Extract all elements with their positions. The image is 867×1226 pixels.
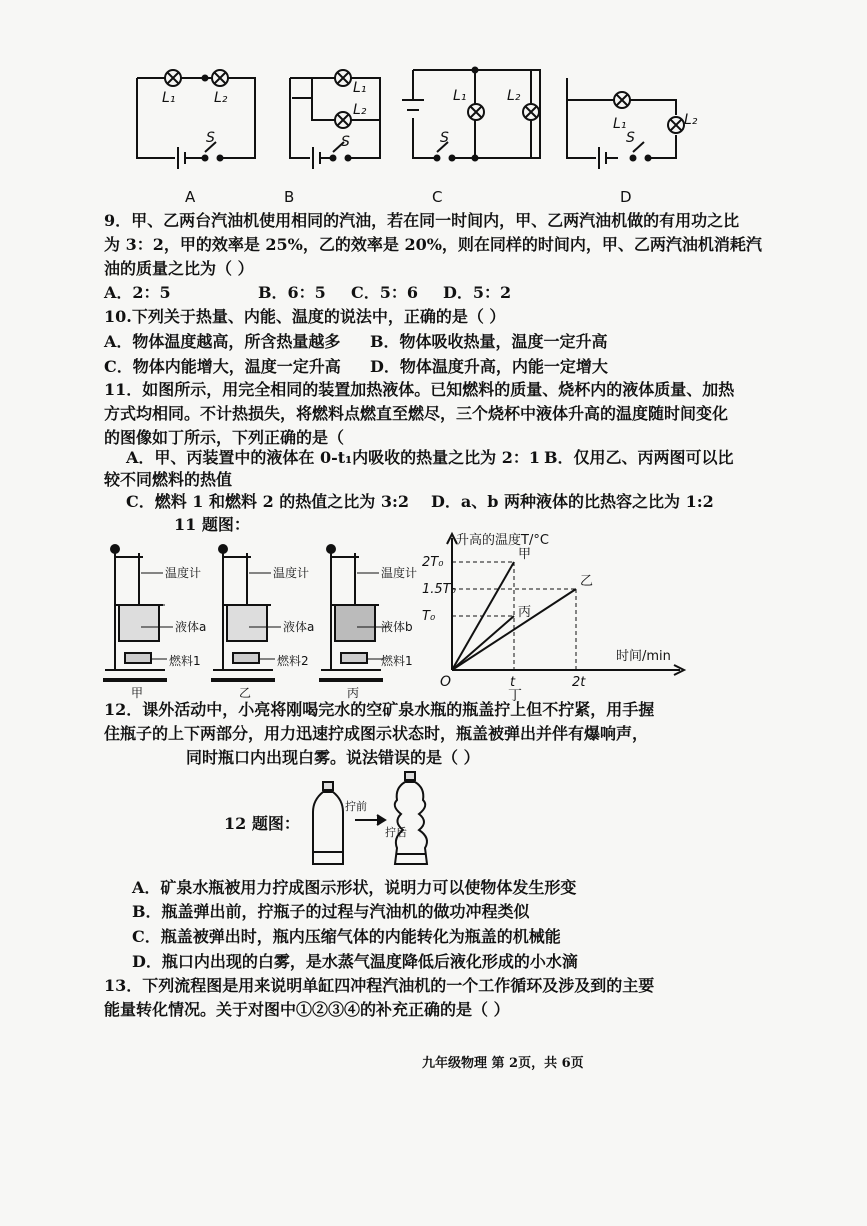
bottle-after-label: 拧后 bbox=[385, 826, 407, 839]
circuit-d-switch: S bbox=[626, 130, 635, 146]
apparatus-bing-thermo: 温度计 bbox=[381, 566, 418, 580]
q12-bottle-figure bbox=[305, 770, 445, 870]
apparatus-jia-fuel: 燃料1 bbox=[169, 654, 201, 668]
series-line-1 bbox=[452, 589, 576, 670]
q12-line2: 住瓶子的上下两部分，用力迅速拧成图示状态时，瓶盖被弹出并伴有爆响声， bbox=[104, 724, 649, 743]
q11-option-a: A．甲、丙装置中的液体在 0-t₁内吸收的热量之比为 2：1 bbox=[126, 448, 540, 467]
q12-option-d: D．瓶口内出现的白雾，是水蒸气温度降低后液化形成的小水滴 bbox=[132, 952, 578, 971]
circuit-c-l2: L₂ bbox=[507, 88, 521, 104]
apparatus-jia bbox=[103, 545, 167, 680]
circuit-option-c: C bbox=[432, 188, 443, 206]
circuit-option-d: D bbox=[620, 188, 632, 206]
apparatus-yi-liquid: 液体a bbox=[283, 620, 315, 634]
q11-graph bbox=[420, 530, 710, 705]
apparatus-bing bbox=[319, 545, 383, 680]
q11-option-c: C．燃料 1 和燃料 2 的热值之比为 3:2 bbox=[126, 492, 410, 511]
apparatus-bing-name: 丙 bbox=[347, 686, 360, 700]
y-tick-label-0: 2T₀ bbox=[422, 555, 444, 570]
circuit-a-switch: S bbox=[206, 130, 215, 146]
q10-option-a: A．物体温度越高，所含热量越多 bbox=[104, 332, 341, 351]
circuit-option-b: B bbox=[284, 188, 295, 206]
x-tick-label-0: t bbox=[510, 675, 516, 690]
apparatus-yi-fuel: 燃料2 bbox=[277, 654, 309, 668]
q9-option-b: B．6：5 bbox=[258, 283, 326, 302]
q12-line3: 同时瓶口内出现白雾。说法错误的是（ ） bbox=[186, 748, 480, 767]
y-tick-label-1: 1.5T₀ bbox=[422, 582, 456, 597]
apparatus-bing-liquid: 液体b bbox=[381, 620, 413, 634]
q10-option-d: D．物体温度升高，内能一定增大 bbox=[370, 357, 608, 376]
q11-graph-svg bbox=[420, 530, 710, 705]
apparatus-yi bbox=[211, 545, 275, 680]
q9-line3: 油的质量之比为（ ） bbox=[104, 259, 254, 278]
q12-fig-caption: 12 题图： bbox=[224, 814, 300, 833]
apparatus-yi-thermo: 温度计 bbox=[273, 566, 310, 580]
series-line-2 bbox=[452, 616, 514, 670]
circuit-c bbox=[402, 68, 540, 161]
q11-option-d: D．a、b 两种液体的比热容之比为 1:2 bbox=[431, 492, 714, 511]
circuit-diagrams-svg bbox=[0, 0, 867, 210]
q9-line1: 9．甲、乙两台汽油机使用相同的汽油，若在同一时间内，甲、乙两汽油机做的有用功之比 bbox=[104, 211, 740, 230]
series-label-0: 甲 bbox=[518, 547, 532, 562]
q11-option-b-cont: 较不同燃料的热值 bbox=[104, 470, 233, 489]
x-axis-label: 时间/min bbox=[616, 649, 671, 664]
q12-line1: 12．课外活动中，小亮将刚喝完水的空矿泉水瓶的瓶盖拧上但不拧紧，用手握 bbox=[104, 700, 655, 719]
apparatus-yi-name: 乙 bbox=[239, 686, 252, 700]
circuit-b-switch: S bbox=[341, 134, 350, 150]
circuit-a bbox=[137, 70, 255, 169]
q11-line3: 的图像如丁所示，下列正确的是（ bbox=[104, 428, 345, 447]
circuit-figures bbox=[0, 0, 867, 210]
y-tick-label-2: T₀ bbox=[422, 609, 436, 624]
series-label-1: 乙 bbox=[580, 574, 594, 589]
q9-option-d: D．5：2 bbox=[443, 283, 512, 302]
bottle-after bbox=[395, 772, 427, 864]
q12-option-b: B．瓶盖弹出前，拧瓶子的过程与汽油机的做功冲程类似 bbox=[132, 902, 530, 921]
circuit-b bbox=[290, 70, 380, 169]
circuit-a-l1: L₁ bbox=[162, 90, 176, 106]
apparatus-jia-thermo: 温度计 bbox=[165, 566, 202, 580]
q11-option-b: B．仅用乙、丙两图可以比 bbox=[544, 448, 734, 467]
q13-line2: 能量转化情况。关于对图中①②③④的补充正确的是（ ） bbox=[104, 1000, 510, 1019]
q9-line2: 为 3：2，甲的效率是 25%，乙的效率是 20%，则在同样的时间内，甲、乙两汽油机消耗汽 bbox=[104, 235, 762, 254]
q9-option-c: C．5：6 bbox=[351, 283, 419, 302]
circuit-b-l2: L₂ bbox=[353, 102, 367, 118]
apparatus-jia-name: 甲 bbox=[131, 686, 144, 700]
q13-line1: 13．下列流程图是用来说明单缸四冲程汽油机的一个工作循环及涉及到的主要 bbox=[104, 976, 655, 995]
series-label-2: 丙 bbox=[518, 605, 532, 620]
q12-option-a: A．矿泉水瓶被用力拧成图示形状，说明力可以使物体发生形变 bbox=[132, 878, 577, 897]
q11-apparatus-svg bbox=[95, 535, 425, 700]
q11-fig-caption: 11 题图： bbox=[174, 515, 250, 534]
q12-bottle-svg bbox=[305, 770, 445, 870]
q11-apparatus bbox=[95, 535, 425, 700]
apparatus-jia-liquid: 液体a bbox=[175, 620, 207, 634]
graph-panel-label: 丁 bbox=[508, 688, 522, 704]
q10-stem: 10.下列关于热量、内能、温度的说法中，正确的是（ ） bbox=[104, 307, 506, 326]
circuit-c-switch: S bbox=[440, 130, 449, 146]
apparatus-bing-fuel: 燃料1 bbox=[381, 654, 413, 668]
circuit-b-l1: L₁ bbox=[353, 80, 367, 96]
bottle-before bbox=[313, 782, 343, 864]
bottle-before-label: 拧前 bbox=[345, 800, 367, 813]
q10-option-c: C．物体内能增大，温度一定升高 bbox=[104, 357, 341, 376]
q11-line1: 11．如图所示，用完全相同的装置加热液体。已知燃料的质量、烧杯内的液体质量、加热 bbox=[104, 380, 735, 399]
q9-option-a: A．2：5 bbox=[104, 283, 171, 302]
q11-line2: 方式均相同。不计热损失，将燃料点燃直至燃尽，三个烧杯中液体升高的温度随时间变化 bbox=[104, 404, 729, 423]
x-tick-label-1: 2t bbox=[572, 675, 586, 690]
y-axis-label: 升高的温度T/°C bbox=[456, 533, 549, 548]
circuit-c-l1: L₁ bbox=[453, 88, 467, 104]
origin-label: O bbox=[440, 674, 452, 690]
q10-option-b: B．物体吸收热量，温度一定升高 bbox=[370, 332, 608, 351]
circuit-d-l1: L₁ bbox=[613, 116, 627, 132]
circuit-a-l2: L₂ bbox=[214, 90, 228, 106]
circuit-option-a: A bbox=[185, 188, 196, 206]
q12-option-c: C．瓶盖被弹出时，瓶内压缩气体的内能转化为瓶盖的机械能 bbox=[132, 927, 561, 946]
page-footer: 九年级物理 第 2页，共 6页 bbox=[422, 1056, 584, 1071]
circuit-d-l2: L₂ bbox=[684, 112, 698, 128]
